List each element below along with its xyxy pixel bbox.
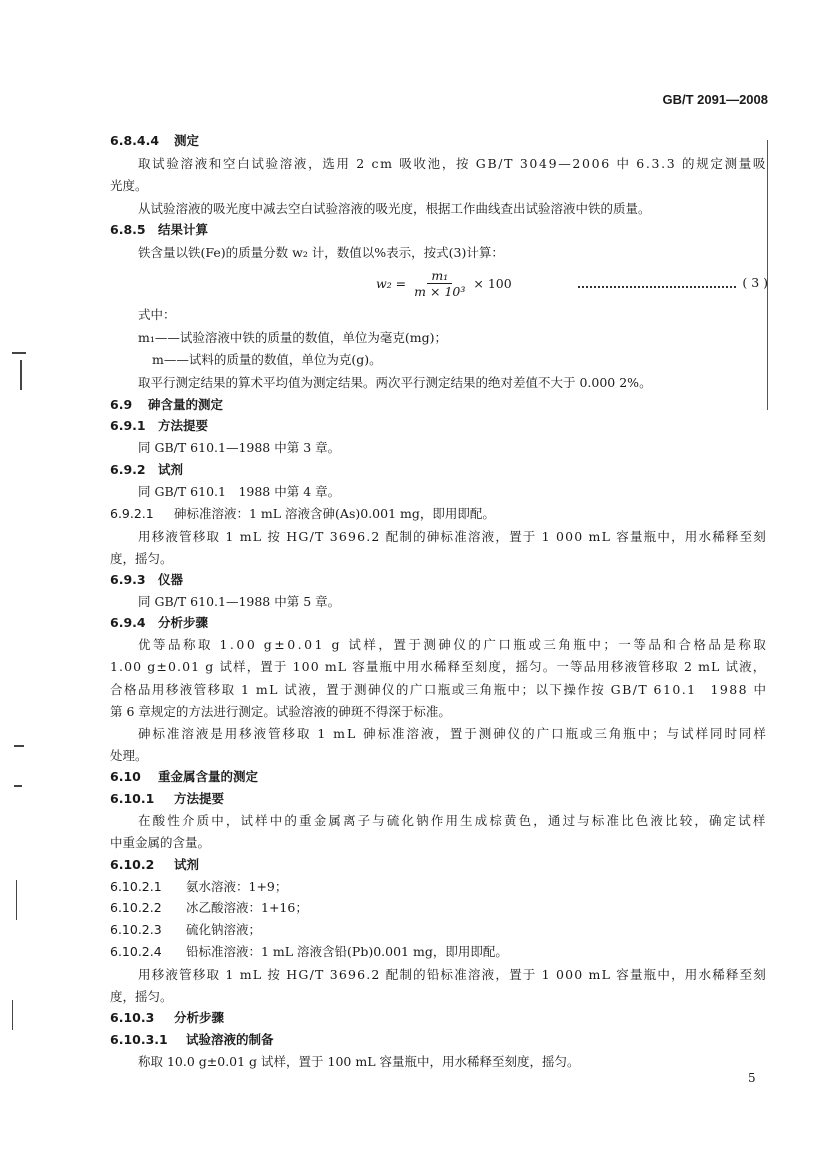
- paragraph: 从试验溶液的吸光度中减去空白试验溶液的吸光度，根据工作曲线查出试验溶液中铁的质量。: [138, 201, 651, 216]
- section-heading-6-9-1: 6.9.1 方法提要: [110, 418, 209, 433]
- paragraph: 处理。: [110, 748, 148, 763]
- section-heading-6-10-3: 6.10.3 分析步骤: [110, 1010, 225, 1025]
- section-heading-6-10: 6.10 重金属含量的测定: [110, 769, 259, 784]
- section-heading-6-9-4: 6.9.4 分析步骤: [110, 615, 209, 630]
- page-number: 5: [748, 1071, 756, 1085]
- formula-denominator: m × 10³: [414, 284, 466, 299]
- section-heading-6-9-3: 6.9.3 仪器: [110, 572, 184, 587]
- equation-number: ( 3 ): [578, 275, 768, 290]
- standard-code-header: GB/T 2091—2008: [662, 92, 768, 107]
- scan-mark: [20, 360, 22, 390]
- paragraph: 用 移 液 管 移 取 1 m L 按 H G / T 3 6 9 6 . 2 配 制 的 砷 标 准 溶 液 ， 置 于 1 0 0 0 m L 容 量 瓶 中 ， 用 水 稀 释 至 刻: [138, 529, 766, 544]
- section-heading-6-8-5: 6.8.5 结果计算: [110, 222, 209, 237]
- paragraph: 砷 标 准 溶 液 是 用 移 液 管 移 取 1 m L 砷 标 准 溶 液 ， 置 于 测 砷 仪 的 广 口 瓶 或 三 角 瓶 中 ； 与 试 样 同 时 同 样: [138, 726, 766, 741]
- paragraph: 称取 10.0 g±0.01 g 试样，置于 100 mL 容量瓶中，用水稀释至刻度，摇匀。: [138, 1054, 580, 1069]
- paragraph: 同 GB/T 610.1 1988 中第 4 章。: [138, 484, 341, 499]
- paragraph: 同 GB/T 610.1—1988 中第 5 章。: [138, 594, 341, 609]
- section-heading-6-9-2: 6.9.2 试剂: [110, 462, 184, 477]
- section-heading-6-10-1: 6.10.1 方法提要: [110, 791, 225, 806]
- clause-6-10-2-4: 6.10.2.4 铅标准溶液：1 mL 溶液含铅(Pb)0.001 mg，即用即配。: [110, 944, 508, 959]
- section-heading-6-10-2: 6.10.2 试剂: [110, 857, 200, 872]
- where-label: 式中：: [138, 307, 176, 322]
- paragraph: 中重金属的含量。: [110, 835, 211, 850]
- formula-3: [376, 268, 512, 299]
- formula-tail: × 100: [473, 276, 512, 291]
- leader-dots: [578, 278, 736, 288]
- paragraph: 取 试 验 溶 液 和 空 白 试 验 溶 液 ， 选 用 2 c m 吸 收 池 ， 按 G B / T 3 0 4 9 — 2 0 0 6 中 6 . 3 . 3 的 规 定 测 量 吸: [138, 156, 766, 171]
- formula-numerator: m₁: [427, 268, 452, 284]
- paragraph: 在 酸 性 介 质 中 ， 试 样 中 的 重 金 属 离 子 与 硫 化 钠 作 用 生 成 棕 黄 色 ， 通 过 与 标 准 比 色 液 比 较 ， 确 定 试 样: [138, 813, 766, 828]
- formula-fraction: [410, 268, 469, 299]
- variable-definition: m——试料的质量的数值，单位为克(g)。: [152, 352, 382, 367]
- paragraph: 度，摇匀。: [110, 551, 173, 566]
- clause-6-10-2-3: 6.10.2.3 硫化钠溶液；: [110, 922, 262, 937]
- variable-definition: m₁——试验溶液中铁的质量的数值，单位为毫克(mg)；: [138, 330, 447, 345]
- scan-mark: [14, 785, 22, 787]
- section-heading-6-10-3-1: 6.10.3.1 试验溶液的制备: [110, 1032, 274, 1047]
- paragraph: 光度。: [110, 178, 148, 193]
- clause-6-9-2-1: 6.9.2.1 砷标准溶液：1 mL 溶液含砷(As)0.001 mg，即用即配。: [110, 506, 495, 521]
- paragraph: 第 6 章规定的方法进行测定。试验溶液的砷斑不得深于标准。: [110, 704, 451, 719]
- paragraph: 用 移 液 管 移 取 1 m L 按 H G / T 3 6 9 6 . 2 配 制 的 铅 标 准 溶 液 ， 置 于 1 0 0 0 m L 容 量 瓶 中 ， 用 水 稀 释 至 刻: [138, 967, 766, 982]
- scan-mark: [12, 352, 26, 354]
- clause-6-10-2-1: 6.10.2.1 氨水溶液：1+9；: [110, 879, 288, 894]
- section-heading-6-9: 6.9 砷含量的测定: [110, 397, 224, 412]
- scan-mark: [16, 880, 17, 920]
- paragraph: 同 GB/T 610.1—1988 中第 3 章。: [138, 440, 341, 455]
- scan-mark: [12, 1000, 13, 1030]
- paragraph: 合 格 品 用 移 液 管 移 取 1 m L 试 液 ， 置 于 测 砷 仪 的 广 口 瓶 或 三 角 瓶 中 ； 以 下 操 作 按 G B / T 6 1 0 . 1 1 9 8 8 中: [110, 682, 766, 697]
- paragraph: 优 等 品 称 取 1 . 0 0 g ± 0 . 0 1 g 试 样 ， 置 于 测 砷 仪 的 广 口 瓶 或 三 角 瓶 中 ； 一 等 品 和 合 格 品 是 称 取: [138, 637, 766, 652]
- paragraph: 铁含量以铁(Fe)的质量分数 w₂ 计，数值以%表示，按式(3)计算：: [138, 245, 504, 260]
- section-heading-6-8-4-4: 6.8.4.4 测定: [110, 133, 200, 148]
- paragraph: 度，摇匀。: [110, 989, 173, 1004]
- formula-lhs: w₂ =: [376, 276, 407, 291]
- paragraph: 1 . 0 0 g ± 0 . 0 1 g 试 样 ， 置 于 1 0 0 m L 容 量 瓶 中 用 水 稀 释 至 刻 度 ， 摇 匀 。 一 等 品 用 移 液 管 移 取 2 m L 试 液 ，: [110, 659, 766, 674]
- paragraph: 取平行测定结果的算术平均值为测定结果。两次平行测定结果的绝对差值不大于 0.000 2%。: [138, 375, 652, 390]
- scan-mark: [14, 745, 24, 747]
- clause-6-10-2-2: 6.10.2.2 冰乙酸溶液：1+16；: [110, 900, 308, 915]
